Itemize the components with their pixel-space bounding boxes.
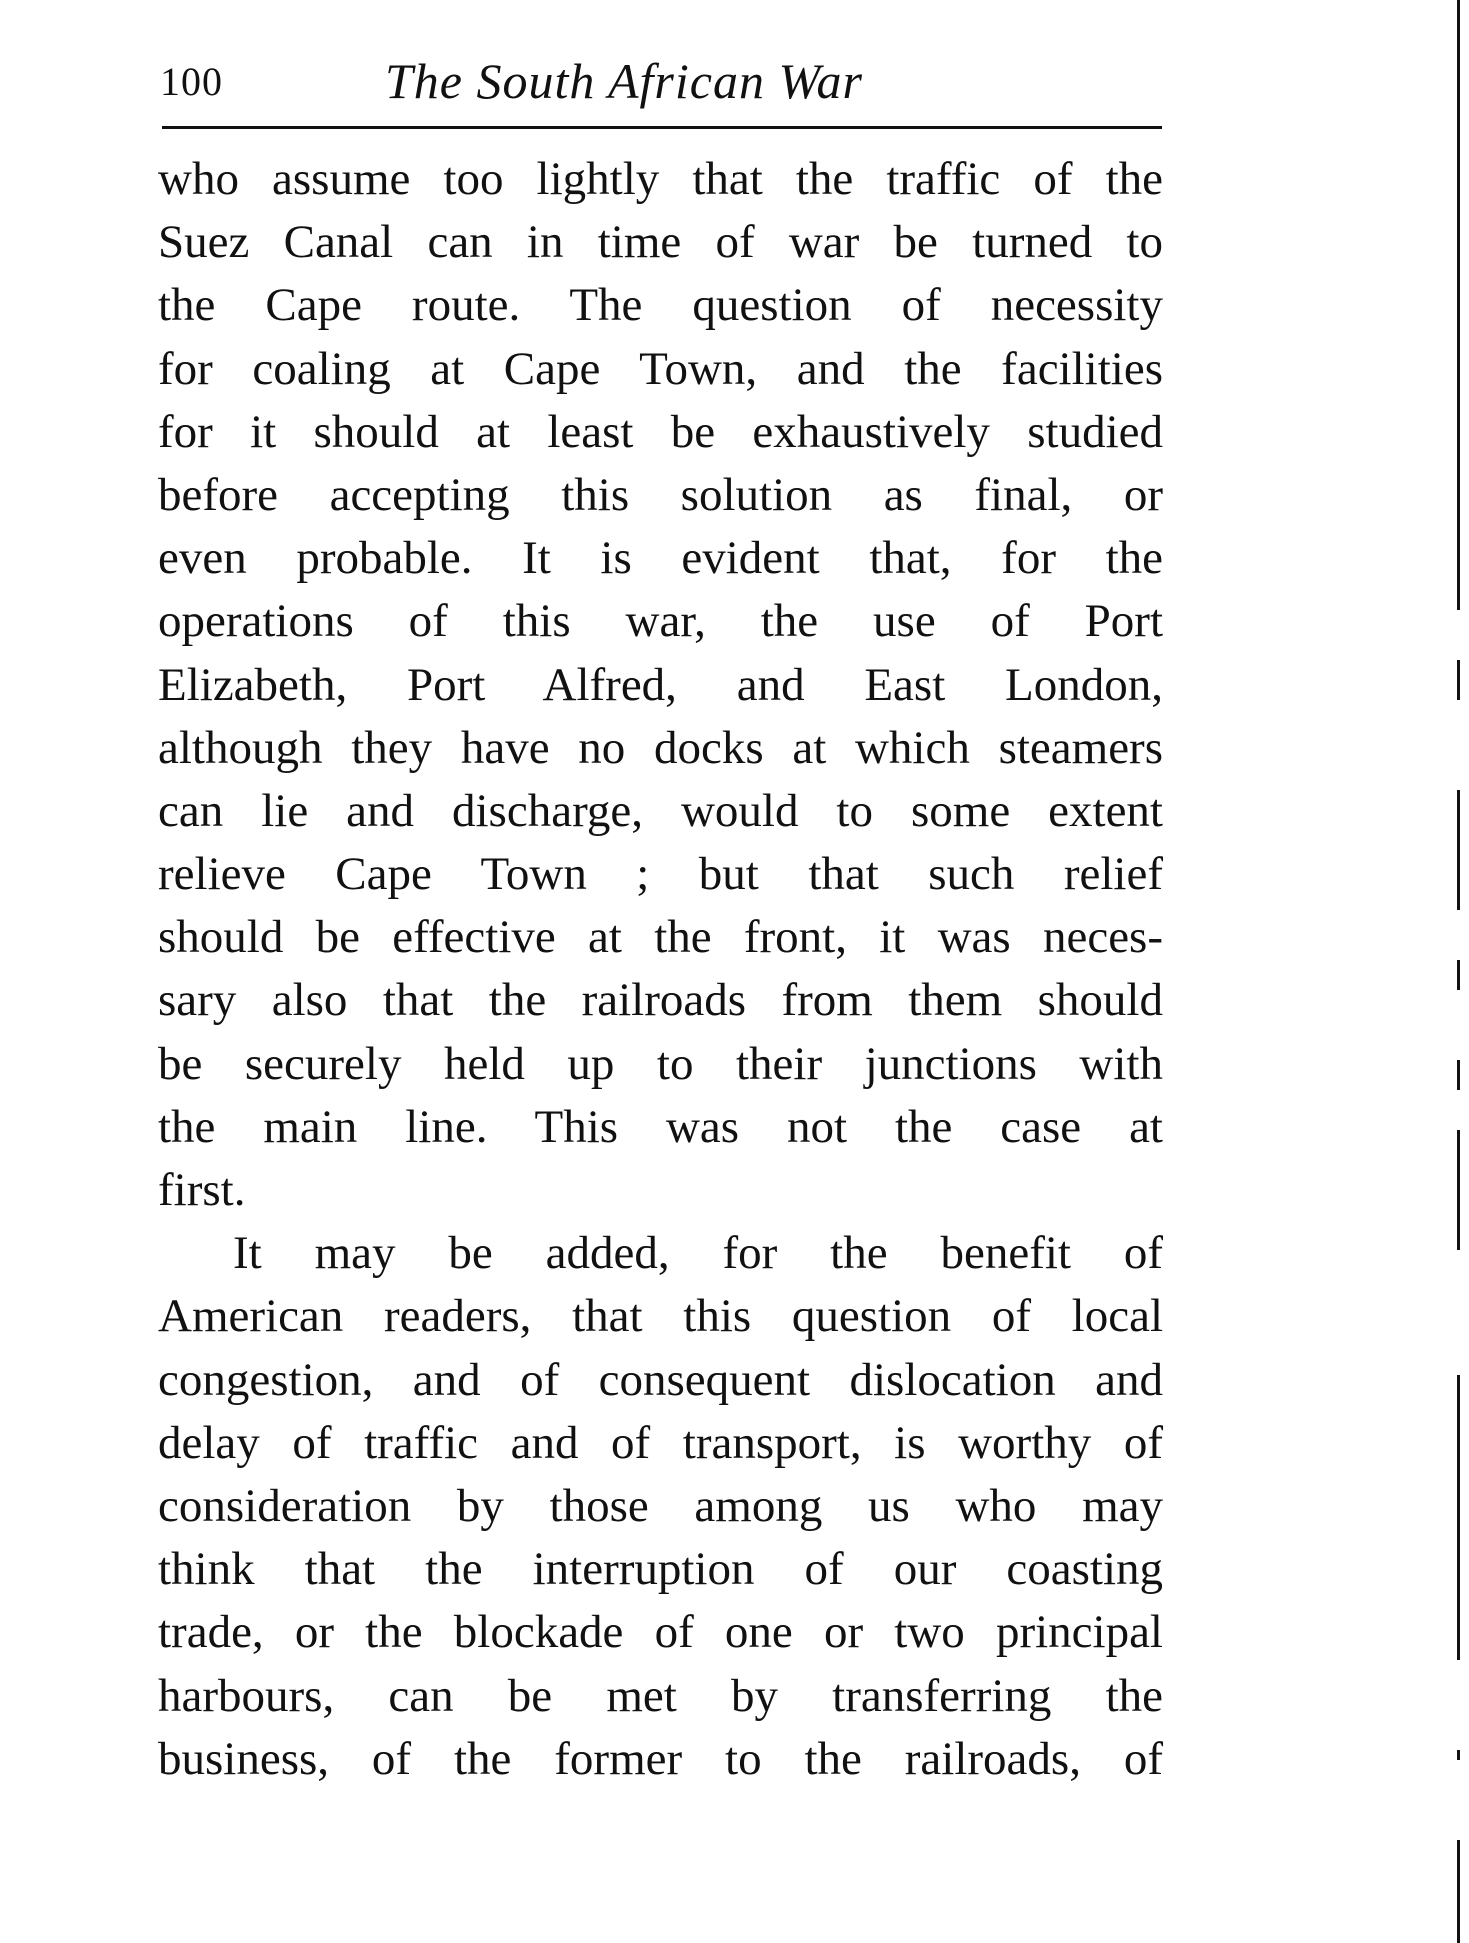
page-number: 100 (160, 59, 223, 104)
running-head (160, 52, 1163, 112)
header-rule (162, 126, 1162, 129)
text-line: although they have no docks at which steamers (158, 721, 1163, 774)
text-line: business, of the former to the railroads, of (158, 1732, 1163, 1785)
text-line: think that the interruption of our coasting (158, 1543, 1163, 1596)
paragraph-1 (158, 148, 1163, 1222)
text-line: American readers, that this question of local (158, 1290, 1163, 1343)
text-line: operations of this war, the use of Port (158, 595, 1163, 648)
text-line: harbours, can be met by transferring the (158, 1669, 1163, 1722)
text-line: before accepting this solution as final, or (158, 468, 1163, 521)
text-line: first. (158, 1164, 246, 1216)
running-title: The South African War (385, 53, 863, 109)
text-line: the main line. This was not the case at (158, 1100, 1163, 1153)
text-line: for coaling at Cape Town, and the facilities (158, 342, 1163, 395)
text-line: for it should at least be exhaustively studied (158, 405, 1163, 458)
scan-page-edge (1457, 0, 1460, 1943)
text-line: delay of traffic and of transport, is worthy of (158, 1416, 1163, 1469)
text-line: relieve Cape Town ; but that such relief (158, 848, 1163, 901)
text-line: Suez Canal can in time of war be turned to (158, 216, 1163, 269)
text-line: even probable. It is evident that, for the (158, 532, 1163, 585)
text-line: It may be added, for the benefit of (233, 1227, 1163, 1280)
text-line: consideration by those among us who may (158, 1479, 1163, 1532)
paragraph-2 (158, 1222, 1163, 1791)
text-line: the Cape route. The question of necessity (158, 279, 1163, 332)
text-line: should be effective at the front, it was neces- (158, 911, 1163, 964)
text-line: be securely held up to their junctions with (158, 1037, 1163, 1090)
text-line: trade, or the blockade of one or two principal (158, 1606, 1163, 1659)
text-line: Elizabeth, Port Alfred, and East London, (158, 658, 1163, 711)
body-text (158, 148, 1163, 1791)
text-line: congestion, and of consequent dislocation and (158, 1353, 1163, 1406)
text-line: can lie and discharge, would to some extent (158, 784, 1163, 837)
text-line: who assume too lightly that the traffic of the (158, 153, 1163, 205)
text-line: sary also that the railroads from them should (158, 974, 1163, 1027)
